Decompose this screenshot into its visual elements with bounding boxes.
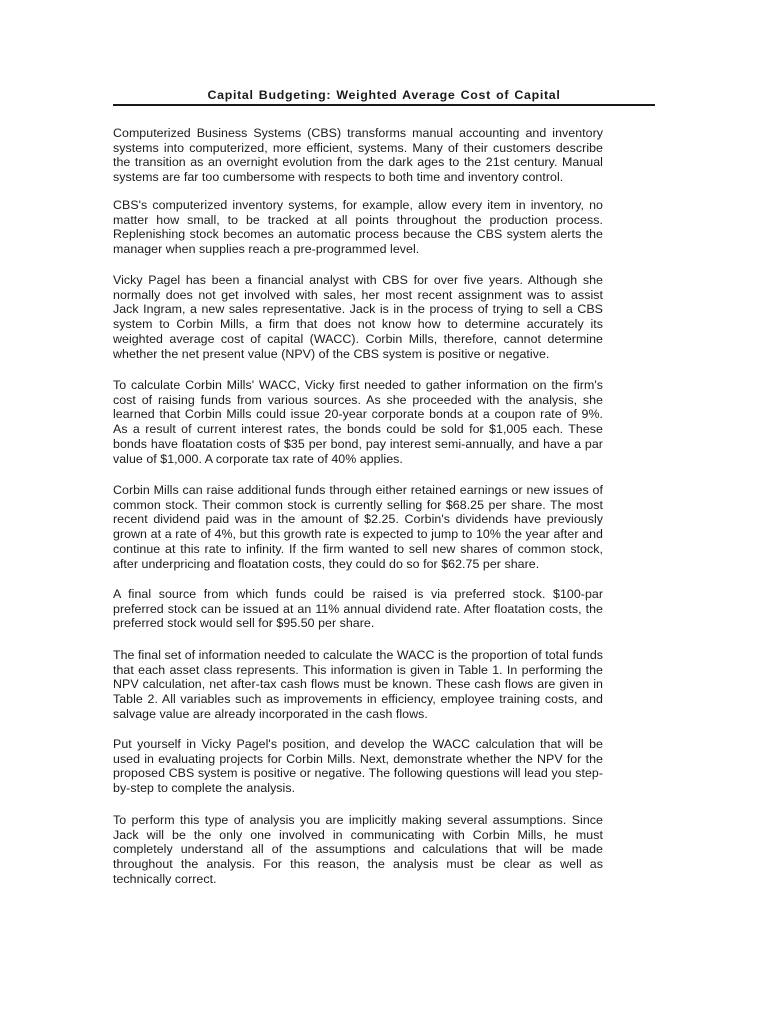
paragraph-fund-proportions: The final set of information needed to calculate the WACC is the proportion of total funds that each asset class represents. This information is given in Table 1. In performing the NPV calculation, net after-tax cash flows must be known. These cash flows are given in Table 2. All variables such as improvements in efficiency, employee training costs, and salvage value are already incorporated in the cash flows. xyxy=(113,648,603,721)
document-title: Capital Budgeting: Weighted Average Cost of Capital xyxy=(207,88,561,102)
paragraph-bond-information: To calculate Corbin Mills' WACC, Vicky first needed to gather information on the firm's cost of raising funds from various sources. As she proceeded with the analysis, she learned that Corbin Mills could issue 20-year corporate bonds at a coupon rate of 9%. As a result of current interest rates, the bonds could be sold for $1,005 each. These bonds have floatation costs of $35 per bond, pay interest semi-annually, and have a par value of $1,000. A corporate tax rate of 40% applies. xyxy=(113,378,603,466)
paragraph-inventory-systems: CBS's computerized inventory systems, for example, allow every item in inventory, no matter how small, to be tracked at all points throughout the production process. Replenishing stock becomes an automatic process because the CBS system alerts the manager when supplies reach a pre-programmed level. xyxy=(113,198,603,257)
paragraph-task: Put yourself in Vicky Pagel's position, and develop the WACC calculation that will be used in evaluating projects for Corbin Mills. Next, demonstrate whether the NPV for the proposed CBS system is positive or negative. The following questions will lead you step-by-step to complete the analysis. xyxy=(113,737,603,796)
paragraph-cbs-intro: Computerized Business Systems (CBS) transforms manual accounting and inventory systems into computerized, more efficient, systems. Many of their customers describe the transition as an overnight evolution from the dark ages to the 21st century. Manual systems are far too cumbersome with respects to both time and inventory control. xyxy=(113,126,603,185)
title-underline xyxy=(113,104,655,106)
paragraph-assumptions: To perform this type of analysis you are implicitly making several assumptions. Since Jack will be the only one involved in communicating with Corbin Mills, he must completely understand all of the assumptions and calculations that will be made throughout the analysis. For this reason, the analysis must be clear as well as technically correct. xyxy=(113,813,603,886)
paragraph-common-stock: Corbin Mills can raise additional funds through either retained earnings or new issues of common stock. Their common stock is currently selling for $68.25 per share. The most recent dividend paid was in the amount of $2.25. Corbin's dividends have previously grown at a rate of 4%, but this growth rate is expected to jump to 10% the year after and continue at this rate to infinity. If the firm wanted to sell new shares of common stock, after underpricing and floatation costs, they could do so for $62.75 per share. xyxy=(113,483,603,571)
paragraph-preferred-stock: A final source from which funds could be raised is via preferred stock. $100-par preferred stock can be issued at an 11% annual dividend rate. After floatation costs, the preferred stock would sell for $95.50 per share. xyxy=(113,587,603,631)
paragraph-vicky-pagel: Vicky Pagel has been a financial analyst with CBS for over five years. Although she normally does not get involved with sales, her most recent assignment was to assist Jack Ingram, a new sales representative. Jack is in the process of trying to sell a CBS system to Corbin Mills, a firm that does not know how to determine accurately its weighted average cost of capital (WACC). Corbin Mills, therefore, cannot determine whether the net present value (NPV) of the CBS system is positive or negative. xyxy=(113,273,603,361)
